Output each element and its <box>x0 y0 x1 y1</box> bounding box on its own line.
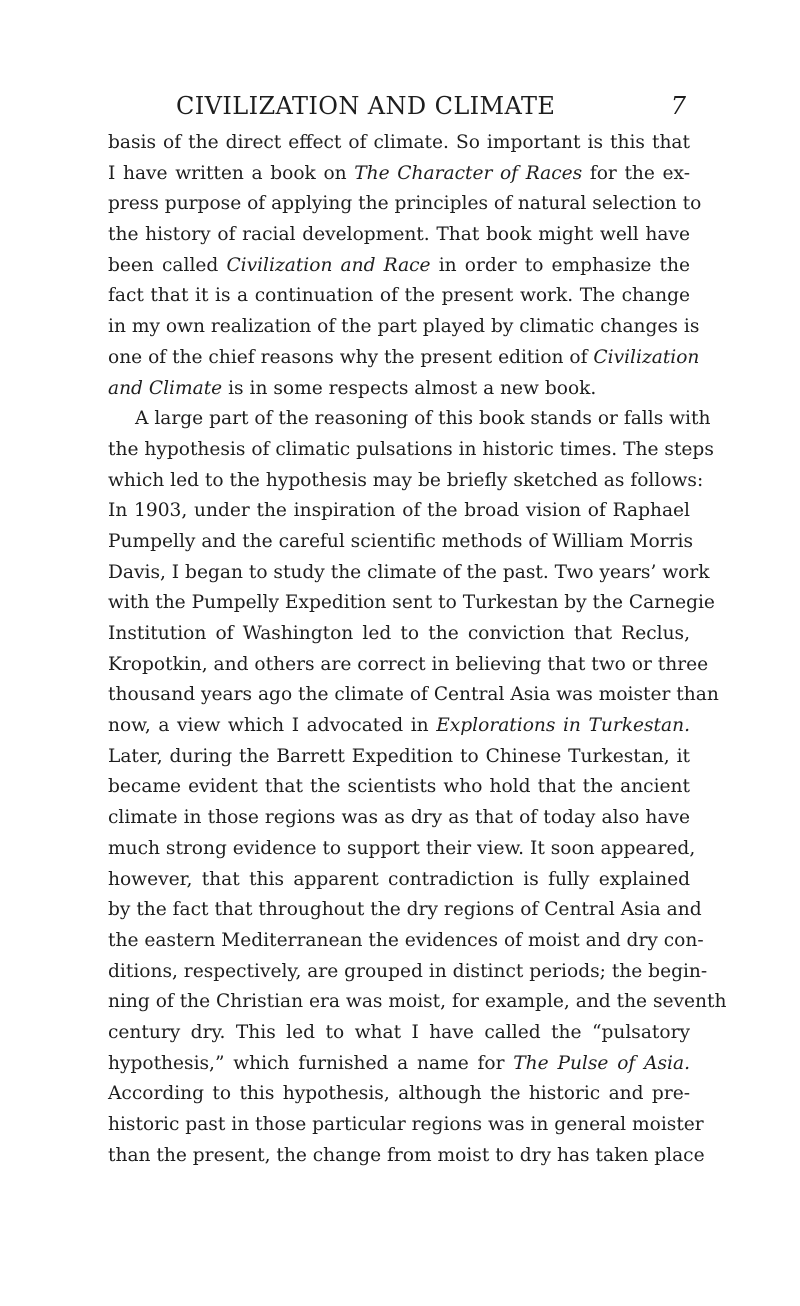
text-line <box>108 1110 704 1141</box>
text-run: now, a view which I advocated in <box>108 715 437 737</box>
italic-title: Civilization <box>593 346 700 368</box>
text-line <box>108 588 715 619</box>
text-line <box>108 251 690 282</box>
text-line <box>108 987 727 1018</box>
italic-title: The Character of Races <box>354 162 583 184</box>
text-run: than the present, the change from moist to dry has taken place <box>108 1144 705 1166</box>
text-run: I have written a book on <box>108 162 355 184</box>
text-run: the eastern Mediterranean the evidences of moist and dry con- <box>108 929 704 951</box>
text-line <box>108 558 710 589</box>
text-run: much strong evidence to support their view. It soon appeared, <box>108 837 696 859</box>
text-line <box>108 1079 690 1110</box>
text-run: the hypothesis of climatic pulsations in historic times. The steps <box>108 438 714 460</box>
text-run: Institution of Washington led to the conviction that Reclus, <box>108 623 690 644</box>
text-line <box>108 650 709 681</box>
text-run: ditions, respectively, are grouped in distinct periods; the begin- <box>108 960 708 982</box>
text-run: Kropotkin, and others are correct in believing that two or three <box>108 653 709 675</box>
text-run: climate in those regions was as dry as that of today also have <box>108 807 690 829</box>
text-run: century dry. This led to what I have called the “pulsatory <box>108 1021 690 1043</box>
text-line <box>108 711 690 742</box>
text-run: fact that it is a continuation of the present work. The change <box>108 285 690 307</box>
text-run: historic past in those particular regions was in general moister <box>108 1114 704 1135</box>
text-line <box>108 435 714 466</box>
italic-title: Explorations in Turkestan. <box>436 715 690 737</box>
text-run: became evident that the scientists who hold that the ancient <box>108 776 690 798</box>
paragraph-1 <box>108 128 702 404</box>
text-line <box>108 772 690 803</box>
text-run: is in some respects almost a new book. <box>222 377 597 399</box>
text-line <box>108 803 690 834</box>
text-run: thousand years ago the climate of Central Asia was moister than <box>108 684 719 706</box>
text-line <box>108 1141 705 1172</box>
text-line <box>108 220 690 251</box>
text-line <box>108 865 690 896</box>
text-line <box>108 895 702 926</box>
text-line <box>108 312 700 343</box>
page-body <box>108 128 727 1171</box>
text-line <box>108 128 690 159</box>
text-run: in order to emphasize the <box>430 254 691 276</box>
text-line <box>108 343 700 374</box>
text-run: ning of the Christian era was moist, for example, and the seventh <box>108 991 727 1013</box>
text-run: one of the chief reasons why the present edition of <box>108 346 594 368</box>
text-line <box>108 1049 690 1080</box>
text-run: Davis, I began to study the climate of the past. Two years’ work <box>108 561 710 583</box>
text-run: Pumpelly and the careful scientific methods of William Morris <box>108 530 694 552</box>
text-line <box>108 404 711 435</box>
text-run: According to this hypothesis, although the historic and pre- <box>108 1083 690 1105</box>
text-line <box>108 957 708 988</box>
text-line <box>108 742 690 773</box>
text-line <box>108 496 690 527</box>
text-run: In 1903, under the inspiration of the broad vision of Raphael <box>108 500 690 522</box>
text-run: which led to the hypothesis may be briefly sketched as follows: <box>108 469 704 491</box>
text-line <box>108 1018 690 1049</box>
text-run: by the fact that throughout the dry regions of Central Asia and <box>108 899 702 921</box>
text-run: in my own realization of the part played by climatic changes is <box>108 316 700 338</box>
page-header <box>176 92 686 132</box>
italic-title: Civilization and Race <box>226 254 431 276</box>
paragraph-2 <box>108 404 727 1171</box>
text-run: been called <box>108 254 227 276</box>
text-line <box>108 374 690 405</box>
text-line <box>108 834 696 865</box>
page-number: 7 <box>670 92 686 120</box>
text-line <box>108 527 694 558</box>
text-run: basis of the direct effect of climate. So important is this that <box>108 132 690 153</box>
text-run: A large part of the reasoning of this book stands or falls with <box>135 408 711 430</box>
text-line <box>108 619 690 650</box>
text-line <box>108 159 690 190</box>
running-title: CIVILIZATION AND CLIMATE <box>176 92 556 120</box>
text-run: hypothesis,” which furnished a name for <box>108 1052 514 1074</box>
text-line <box>108 926 704 957</box>
italic-title: and Climate <box>108 377 223 399</box>
text-run: Later, during the Barrett Expedition to Chinese Turkestan, it <box>108 745 690 767</box>
text-line <box>108 680 719 711</box>
text-line <box>108 466 704 497</box>
text-line <box>108 189 702 220</box>
text-line <box>108 281 690 312</box>
italic-title: The Pulse of Asia. <box>513 1052 690 1074</box>
text-run: the history of racial development. That book might well have <box>108 224 690 246</box>
text-run: press purpose of applying the principles of natural selection to <box>108 193 702 215</box>
text-run: however, that this apparent contradiction is fully explained <box>108 868 690 890</box>
text-run: for the ex- <box>582 162 690 184</box>
text-run: with the Pumpelly Expedition sent to Turkestan by the Carnegie <box>108 592 715 614</box>
